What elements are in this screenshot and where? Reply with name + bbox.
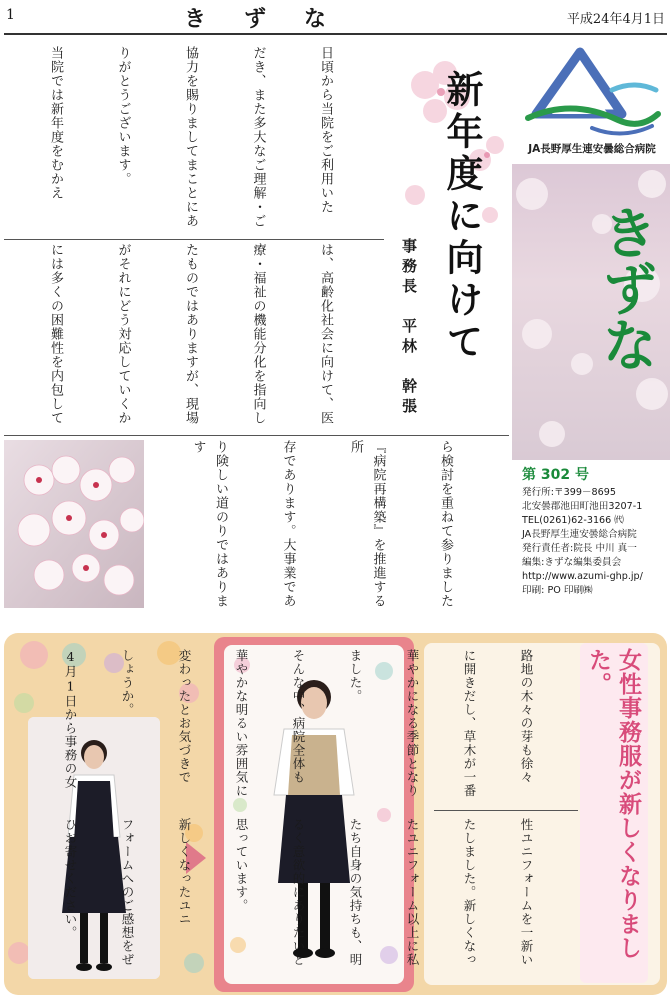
feature-text-bottom xyxy=(42,818,574,978)
article-line: り険しい道のりではあります xyxy=(190,440,228,608)
issue-number: 第 302 号 xyxy=(522,467,589,483)
article-line: 存であります。大事業であ xyxy=(280,440,296,608)
article-line: には多くの困難性を内包して xyxy=(48,243,63,425)
feature-line: 新しくなったユニ xyxy=(177,818,192,926)
publisher-responsible: 発行責任者:院長 中川 真一 xyxy=(522,543,637,554)
feature-line: 路地の木々の芽も徐々 xyxy=(519,649,534,784)
url-link[interactable]: http://www.azumi-ghp.jp/ xyxy=(522,571,643,582)
article-author: 事務長 平林 幹張 xyxy=(400,238,418,418)
feature-line: たしました。新しくなっ xyxy=(462,818,477,967)
feature-text-top xyxy=(42,649,574,799)
column-separator xyxy=(4,239,384,240)
feature-line: に開きだし、草木が一番 xyxy=(462,649,477,798)
feature-line: たユニフォーム以上に私 xyxy=(405,818,420,967)
column-separator xyxy=(4,435,509,436)
header-rule xyxy=(4,33,667,35)
publisher-url[interactable] xyxy=(522,570,643,583)
cherry-blossom-photo xyxy=(4,440,144,608)
article-line: がそれにどう対応していくか xyxy=(115,243,131,425)
masthead-title: きずな xyxy=(593,204,659,372)
feature-line: るく意欲的にありたいと xyxy=(291,818,306,967)
feature-line: そんな中、病院全体も xyxy=(291,649,306,784)
issue-date: 平成24年4月1日 xyxy=(566,12,665,27)
feature-line: ひお寄せください。 xyxy=(63,818,78,940)
publisher-printer: 印刷: PO 印刷㈱ xyxy=(522,585,593,596)
article-line: たものではありますが、現場 xyxy=(183,243,198,425)
article-line: 療・福祉の機能分化を指向し xyxy=(250,243,266,425)
page-number: 1 xyxy=(6,7,15,23)
article-line: 当院では新年度をむかえ xyxy=(48,46,63,200)
feature-line: 性ユニフォームを一新い xyxy=(519,818,534,967)
publisher-info: 発行所:〒399－8695 xyxy=(522,487,616,498)
publisher-tel: TEL(0261)62-3166 ㈹ xyxy=(522,515,624,526)
article-line: 『病院再構築』を推進する所 xyxy=(348,440,386,608)
feature-line: ました。 xyxy=(348,649,363,703)
feature-line: 変わったとお気づきで xyxy=(177,649,192,784)
feature-line: しょうか。 xyxy=(120,649,135,717)
article-line: だき、また多大なご理解・ご xyxy=(250,46,266,228)
masthead-logo-area xyxy=(512,40,670,140)
feature-line: 華やかになる季節となり xyxy=(405,649,420,798)
feature-line: 4月1日から事務の女 xyxy=(63,649,78,789)
article-line: 日頃から当院をご利用いた xyxy=(318,46,333,214)
feature-line: フォームへのご感想をぜ xyxy=(120,818,135,967)
article-line: りがとうございます。 xyxy=(115,46,131,186)
hospital-name: JA長野厚生連安曇総合病院 xyxy=(528,143,656,155)
article-line: は、高齢化社会に向けて、医 xyxy=(318,243,333,425)
article-block-2 xyxy=(0,243,381,439)
hospital-logo-icon xyxy=(522,44,662,136)
feature-line: たち自身の気持ちも、明 xyxy=(348,818,363,967)
publisher-org: JA長野厚生連安曇総合病院 xyxy=(522,529,637,540)
article-line: ら検討を重ねて参りました xyxy=(438,440,453,608)
article-headline: 新年度に向けて xyxy=(440,70,484,364)
publisher-editor: 編集:きずな編集委員会 xyxy=(522,557,622,568)
newsletter-header-title: きずな xyxy=(183,6,364,32)
feature-title: 女性事務服が新しくなりました。 xyxy=(585,648,642,960)
article-block-1 xyxy=(0,46,381,242)
feature-separator xyxy=(434,810,578,811)
feature-line: 華やかな明るい雰囲気に xyxy=(234,649,249,798)
feature-line: 思っています。 xyxy=(234,818,249,913)
publisher-address: 北安曇郡池田町池田3207-1 xyxy=(522,501,643,512)
article-line: 協力を賜りましてまことにあ xyxy=(183,46,198,228)
